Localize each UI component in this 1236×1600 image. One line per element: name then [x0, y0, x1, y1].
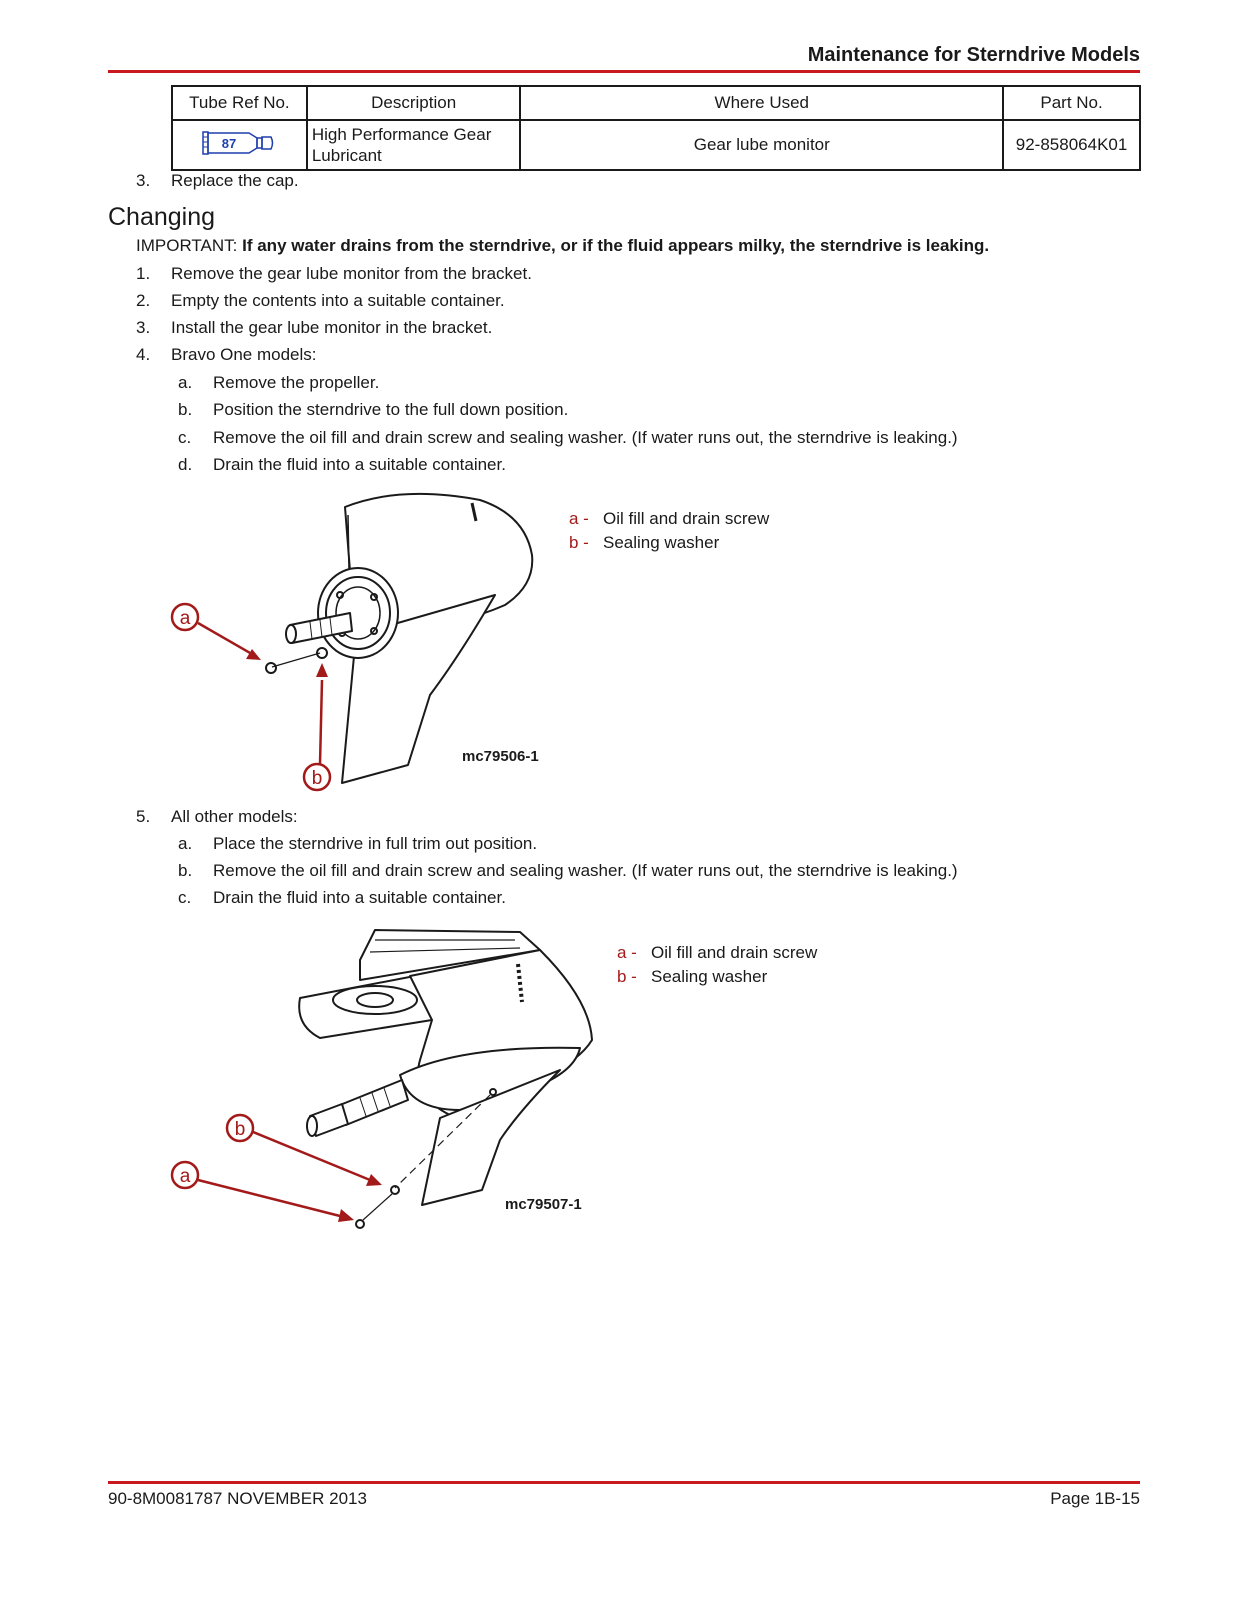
- list-item: [136, 171, 1036, 191]
- substep-letter: d.: [178, 455, 193, 474]
- legend-key: a -: [617, 943, 637, 962]
- callout-a: a: [179, 608, 191, 629]
- legend-text: Sealing washer: [603, 533, 720, 552]
- parts-table: [171, 85, 1141, 171]
- step-text: Install the gear lube monitor in the bracket.: [171, 318, 493, 337]
- list-item: [178, 888, 1078, 908]
- tube-ref-cell: [172, 120, 307, 170]
- part-no-cell: 92-858064K01: [1003, 120, 1140, 170]
- legend-item: [617, 967, 817, 991]
- list-item: [178, 428, 1078, 448]
- legend-item: [569, 509, 769, 533]
- figure-label: mc79507-1: [505, 1196, 582, 1213]
- step-number: 1.: [136, 264, 151, 283]
- step-text: Replace the cap.: [171, 171, 299, 190]
- list-item: [178, 861, 1078, 881]
- legend-item: [569, 533, 769, 557]
- description-cell: High Performance Gear Lubricant: [307, 120, 521, 170]
- substep-text: Remove the oil fill and drain screw and sealing washer. (If water runs out, the sterndrive is leaking.): [213, 428, 958, 447]
- list-item: [136, 291, 1036, 311]
- step-number: 5.: [136, 807, 151, 826]
- step-number: 4.: [136, 345, 151, 364]
- legend-key: b -: [617, 967, 637, 986]
- substep-letter: c.: [178, 888, 192, 907]
- step-number: 2.: [136, 291, 151, 310]
- substep-letter: a.: [178, 834, 193, 853]
- list-item: [136, 264, 1036, 284]
- footer-page-number: Page 1B-15: [1050, 1489, 1140, 1508]
- figure-label: mc79506-1: [462, 748, 539, 765]
- col-part-no: Part No.: [1003, 86, 1140, 120]
- lubricant-tube-icon: [201, 128, 277, 158]
- page-header-title: Maintenance for Sterndrive Models: [807, 44, 1140, 66]
- list-item: [136, 345, 1036, 365]
- table-row: [172, 120, 1140, 170]
- list-item: [136, 807, 1036, 827]
- section-title: Changing: [108, 203, 216, 231]
- legend-text: Oil fill and drain screw: [651, 943, 818, 962]
- col-where-used: Where Used: [520, 86, 1003, 120]
- list-item: [178, 400, 1078, 420]
- list-item: [178, 455, 1078, 475]
- footer-rule: [108, 1481, 1140, 1484]
- where-used-cell: Gear lube monitor: [520, 120, 1003, 170]
- list-item: [136, 318, 1036, 338]
- important-text: If any water drains from the sterndrive, or if the fluid appears milky, the sterndrive is leaking.: [242, 236, 990, 255]
- list-item: [178, 373, 1078, 393]
- substep-text: Drain the fluid into a suitable container.: [213, 455, 506, 474]
- figure-legend: [617, 943, 817, 991]
- substep-text: Remove the propeller.: [213, 373, 380, 392]
- important-label: IMPORTANT:: [136, 236, 238, 255]
- substep-text: Remove the oil fill and drain screw and sealing washer. (If water runs out, the sterndrive is leaking.): [213, 861, 958, 880]
- legend-item: [617, 943, 817, 967]
- figure-legend: [569, 509, 769, 557]
- sterndrive-gearcase-illustration: [160, 920, 610, 1240]
- tube-ref-number: 87: [222, 135, 237, 151]
- step-text: Bravo One models:: [171, 345, 317, 364]
- callout-b: b: [311, 768, 323, 789]
- table-header-row: [172, 86, 1140, 120]
- list-item: [178, 834, 1078, 854]
- legend-text: Oil fill and drain screw: [603, 509, 770, 528]
- substep-letter: b.: [178, 400, 193, 419]
- col-description: Description: [307, 86, 521, 120]
- substep-text: Place the sterndrive in full trim out position.: [213, 834, 538, 853]
- legend-text: Sealing washer: [651, 967, 768, 986]
- step-text: Remove the gear lube monitor from the bracket.: [171, 264, 532, 283]
- substep-letter: b.: [178, 861, 193, 880]
- substep-text: Drain the fluid into a suitable container.: [213, 888, 506, 907]
- col-tube-ref: Tube Ref No.: [172, 86, 307, 120]
- important-note: [136, 236, 989, 256]
- step-number: 3.: [136, 318, 151, 337]
- step-text: Empty the contents into a suitable container.: [171, 291, 505, 310]
- header-rule: [108, 70, 1140, 73]
- footer-doc-number: 90-8M0081787 NOVEMBER 2013: [108, 1489, 367, 1508]
- legend-key: a -: [569, 509, 589, 528]
- callout-b: b: [234, 1119, 246, 1140]
- substep-letter: a.: [178, 373, 193, 392]
- step-number: 3.: [136, 171, 151, 190]
- callout-a: a: [179, 1166, 191, 1187]
- legend-key: b -: [569, 533, 589, 552]
- substep-text: Position the sterndrive to the full down position.: [213, 400, 569, 419]
- substep-letter: c.: [178, 428, 192, 447]
- step-text: All other models:: [171, 807, 298, 826]
